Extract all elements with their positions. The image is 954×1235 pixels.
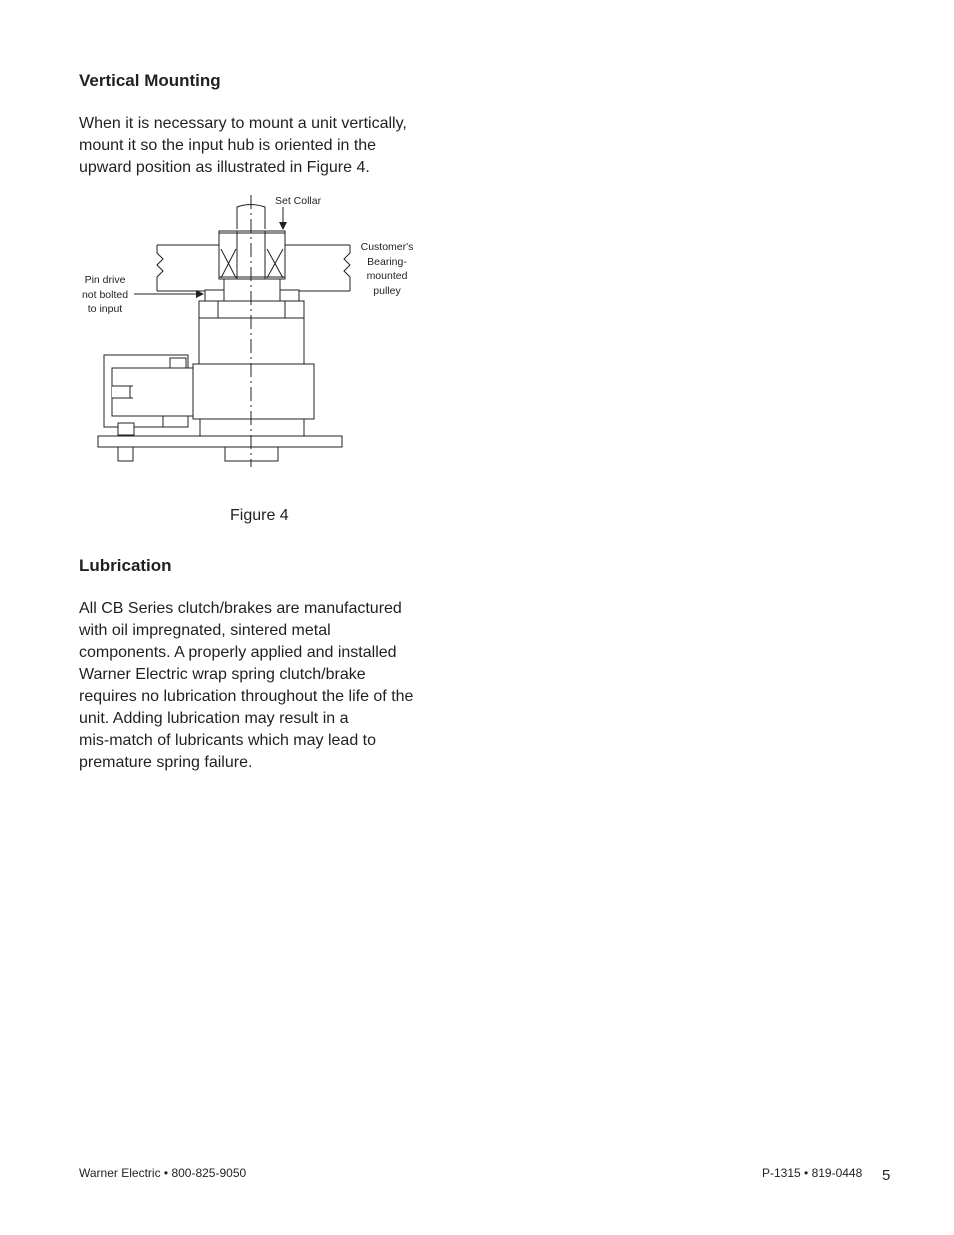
label-line: Bearing- [367, 255, 407, 268]
label-line: not bolted [81, 288, 129, 301]
label-line: Pin drive [84, 274, 126, 286]
pin-drive-label [76, 273, 134, 317]
paragraph-line: with oil impregnated, sintered metal [79, 622, 331, 639]
paragraph-line: components. A properly applied and installed [79, 644, 397, 661]
page-number: 5 [882, 1167, 891, 1184]
paragraph-line: mount it so the input hub is oriented in the [79, 137, 377, 154]
paragraph-line: unit. Adding lubrication may result in a [79, 710, 349, 727]
paragraph-line: When it is necessary to mount a unit vertically, [79, 115, 407, 132]
label-line: to input [87, 303, 123, 315]
paragraph-line: requires no lubrication throughout the life of the [79, 688, 414, 705]
lubrication-paragraph [79, 598, 413, 774]
set-collar-label [275, 194, 321, 209]
section-heading-lubrication: Lubrication [79, 556, 172, 575]
shaft-and-set-collar [205, 205, 299, 302]
label-line: Set Collar [275, 195, 322, 207]
customer-pulley-label [355, 240, 419, 298]
label-line: Customer's [360, 241, 414, 253]
clutch-brake-body [98, 301, 342, 461]
footer-company: Warner Electric • 800-825-9050 [79, 1166, 247, 1180]
paragraph-line: premature spring failure. [79, 754, 253, 771]
paragraph-line: upward position as illustrated in Figure 4. [79, 159, 370, 176]
figure-caption: Figure 4 [230, 507, 289, 524]
paragraph-line: Warner Electric wrap spring clutch/brake [79, 666, 366, 683]
label-line: pulley [373, 284, 401, 297]
section-heading-vertical-mounting: Vertical Mounting [79, 71, 221, 90]
footer-document-number: P-1315 • 819-0448 [762, 1166, 863, 1180]
paragraph-line: All CB Series clutch/brakes are manufactured [79, 600, 402, 617]
paragraph-line: mis-match of lubricants which may lead to [79, 732, 376, 749]
label-line: mounted [366, 270, 408, 282]
